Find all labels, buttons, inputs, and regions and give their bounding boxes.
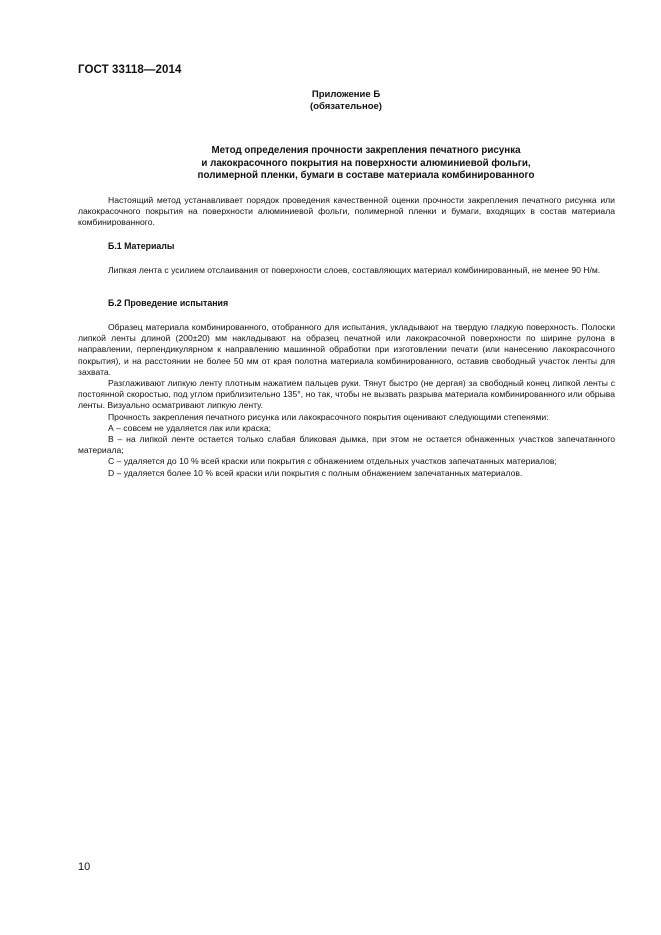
annex-title: Приложение Б: [311, 89, 381, 100]
section-b1-paragraph: Липкая лента с усилием отслаивания от поверхности слоев, составляющих материал комбинированный, не менее 90 Н/м.: [108, 265, 601, 275]
grade-d-item: D – удаляется более 10 % всей краски или покрытия с полным обнажением запечатанных материалов.: [108, 467, 523, 478]
annex-status: (обязательное): [310, 101, 382, 112]
section-b1-heading: Б.1 Материалы: [108, 241, 175, 251]
intro-block: [78, 195, 615, 229]
grade-b-item: В – на липкой ленте остается только слабая бликовая дымка, при этом не остается обнаженных участков запечатанного материала;: [78, 434, 615, 456]
section-b2-heading: Б.2 Проведение испытания: [108, 298, 229, 308]
section-b1-body: [78, 265, 615, 276]
standard-id: ГОСТ 33118—2014: [78, 64, 182, 76]
page-number: 10: [78, 861, 91, 873]
method-title-line-1: Метод определения прочности закрепления печатного рисунка: [211, 145, 521, 156]
section-b2-paragraph-3: Прочность закрепления печатного рисунка или лакокрасочного покрытия оценивают следующими степенями:: [108, 411, 549, 422]
section-b2-body: [78, 322, 615, 479]
method-title: [120, 145, 612, 183]
method-title-line-2: и лакокрасочного покрытия на поверхности алюминиевой фольги,: [201, 157, 531, 169]
grade-a-item: А – совсем не удаляется лак или краска;: [108, 422, 272, 433]
intro-paragraph: Настоящий метод устанавливает порядок проведения качественной оценки прочности закрепления печатного рисунка или лакокрасочного покрытия на поверхности алюминиевой фольги, полимерной пленки и бумаги, входящих в состав материала комбинированного.: [78, 195, 615, 228]
grade-c-item: С – удаляется до 10 % всей краски или покрытия с обнажением отдельных участков запечатанных материалов;: [108, 456, 557, 467]
section-b2-paragraph-1: Образец материала комбинированного, отобранного для испытания, укладывают на твердую гладкую поверхность. Полоски липкой ленты длиной (200±20) мм накладывают на образец печатной или лакокрасочной поверхности по ширине рулона в направлении, перпендикулярном к направлению машинной обработки при изготовлении печати (или нанесению лакокрасочного покрытия), и на расстоянии не более 50 мм от края полотна материала комбинированного, оставив свободный участок ленты для захвата.: [78, 322, 615, 377]
method-title-line-3: полимерной пленки, бумаги в составе материала комбинированного: [197, 170, 535, 181]
section-b2-paragraph-2: Разглаживают липкую ленту плотным нажатием пальцев руки. Тянут быстро (не дергая) за свободный конец липкой ленты с постоянной скоростью, под углом приблизительно 135°, но так, чтобы не вызвать разрыва материала комбинированного или обрыва ленты. Визуально осматривают липкую ленту.: [78, 378, 615, 411]
annex-heading: [0, 89, 661, 113]
